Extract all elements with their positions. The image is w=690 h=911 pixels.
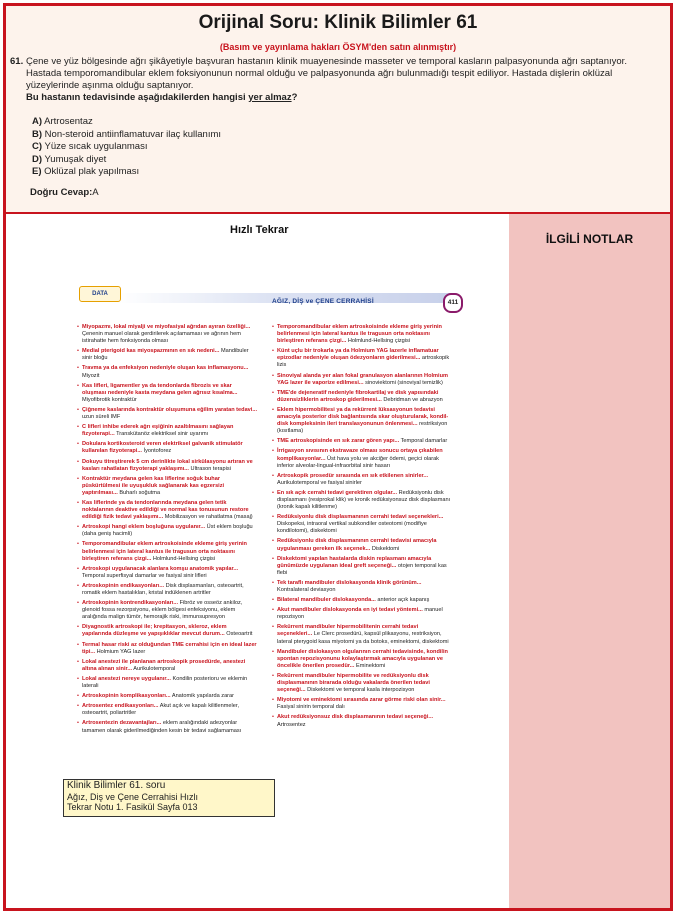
note-item <box>272 538 452 552</box>
question-ask <box>26 92 297 103</box>
note-item-key: Redüksiyonlu disk displasmanının cerrahi tedavisi amacıyla uygulanması gereken ilk seçenek... <box>277 538 437 552</box>
note-item <box>77 720 257 734</box>
note-item <box>77 693 257 700</box>
note-item <box>77 600 257 621</box>
note-item <box>272 448 452 469</box>
note-item <box>272 624 452 645</box>
note-item-answer: otojen temporal kas flebi <box>277 562 447 576</box>
note-item-answer: Mobilizasyon ve rahatlatma (masaj) <box>163 514 253 521</box>
note-item <box>272 348 452 369</box>
data-logo: DATA <box>79 286 121 302</box>
note-item <box>272 438 452 445</box>
option-letter: B) <box>32 128 43 140</box>
note-item-key: En sık açık cerrahi tedavi gerektiren olgular... <box>277 489 398 496</box>
note-item <box>272 556 452 577</box>
note-item-key: Çiğneme kaslarında kontraktür oluşumuna eğilim yaratan tedavi... <box>82 406 257 413</box>
reference-line-2: Ağız, Diş ve Çene Cerrahisi Hızlı <box>67 791 199 802</box>
note-item-key: Akut mandibuler dislokasyonda en iyi tedavi yöntemi... <box>277 607 423 614</box>
note-item <box>77 424 257 438</box>
related-notes-panel <box>509 214 670 908</box>
note-item-answer: Holmlund-Hellsing çizgisi <box>346 338 411 345</box>
note-item-key: Diskektomi yapılan hastalarda diskin replasmanı amacıyla günümüzde uygulanan ideal greft seçeneği... <box>277 555 432 569</box>
note-item-key: Temporomandibular eklem artroskoisinde ekleme giriş yerinin belirlenmesi için lateral kantus ile tragusun orta noktasını birleştiren referans çizgi... <box>82 541 247 562</box>
note-item-key: Artrosentezin dezavantajları... <box>82 720 162 727</box>
note-item <box>77 676 257 690</box>
note-item <box>272 390 452 404</box>
note-item-answer: Transkütanöz elektriksel sinir uyarımı <box>114 431 209 438</box>
option-letter: C) <box>32 141 43 152</box>
note-item-key: Tek taraflı mandibuler dislokasyonda klinik görünüm... <box>277 579 422 586</box>
copyright-notice: (Basım ve yayınlama hakları ÖSYM'den satın alınmıştır) <box>219 42 457 52</box>
note-item <box>77 703 257 717</box>
note-item-answer: Üst hava yolu ve akciğer ödemi, geçici olarak inferior alveolar-lingual-infraorbital sinir hasarı <box>277 455 439 469</box>
question-ask-emphasis: yer almaz <box>248 92 292 103</box>
note-item <box>77 642 257 656</box>
note-item <box>77 441 257 455</box>
chapter-title: AĞIZ, DİŞ ve ÇENE CERRAHİSİ <box>272 298 374 305</box>
notes-column-left <box>77 324 257 738</box>
note-item-answer: Anatomik yapılarda zarar <box>170 693 235 700</box>
source-reference-box <box>63 779 275 817</box>
note-item-key: Artroskopinin kontrendikasyonları... <box>82 600 179 607</box>
question-ask-suffix: ? <box>291 92 298 103</box>
note-item-key: Rekürrent mandibuler hipermobilite ve redüksiyonlu disk displasmanının birarada olduğu vakalarda önerilen tedavi seçeneği... <box>277 672 430 694</box>
note-item-key: Miyotomi ve eminektomi sırasında zarar görme riski olan sinir... <box>277 697 446 704</box>
note-item-answer: Mandibuler sinir bloğu <box>82 348 249 362</box>
note-item-key: Bilateral mandibuler dislokasyonda... <box>277 597 376 604</box>
question-text: Çene ve yüz bölgesinde ağrı şikâyetiyle başvuran hastanın klinik muayenesinde masseter ve temporal kasların palpasyonunda ağrı saptanıyor. Hastada temporomandibular eklem foksiyonunun normal olduğu ve palpasyonunda ağrı bulunmadığı tespit ediliyor. Hastada dişlerin oklüzal yüzeylerinde aşınma olduğu saptanıyor. <box>26 56 627 91</box>
note-item-key: Artroskopik prosedür sırasında en sık etkilenen sinirler... <box>277 472 429 479</box>
note-item <box>77 541 257 562</box>
note-item-answer: Osteoartrit <box>224 631 253 638</box>
option-letter: A) <box>32 116 43 127</box>
note-item-key: Diyagnostik artroskopi ile; krepitasyon, skleroz, eklem yapılarında düzleşme ve yapışıklıklar mevcut durum... <box>82 624 227 638</box>
note-item-key: Kas liflerinde ya da tendonlarında meydana gelen tetik noktalarının deaktive edildiği ve normal kas tonusunun restore edildiği fizik tedavi yaklaşımı... <box>82 499 249 521</box>
answer-label: Doğru Cevap: <box>30 187 93 198</box>
note-item <box>272 649 452 670</box>
option-e <box>32 166 221 179</box>
note-item <box>77 348 257 362</box>
option-letter: D) <box>32 153 43 165</box>
page-title: Orijinal Soru: Klinik Bilimler 61 <box>198 12 478 33</box>
note-item-key: Dokulara kortikosteroid veren elektriksel galvanik stimulatör kullanılan fizyoterapi... <box>82 441 243 455</box>
note-item <box>77 383 257 404</box>
note-item-answer: Kontralateral deviasyon <box>277 587 336 593</box>
note-item-answer: Aurikulotemporal ve fasiyal sinirler <box>277 479 362 486</box>
note-item-answer: Miyofibrotik kontraktür <box>82 396 137 403</box>
related-notes-title: İLGİLİ NOTLAR <box>545 232 634 246</box>
note-item-answer: Üst eklem boşluğu (daha geniş hacimli) <box>82 524 253 538</box>
correct-answer <box>30 187 99 198</box>
note-item <box>77 365 257 379</box>
option-c <box>32 141 221 154</box>
note-item-answer: Diskektomi ve temporal kasla interpozisyon <box>305 687 415 694</box>
note-item-answer: Diskopeksi, intraoral vertikal subkondiler osteotomi (modifiye kondilotomi), diskektomi <box>277 521 427 535</box>
note-item-key: Sinoviyal alanda yer alan fokal granulasyon alanlarının Holmium YAG lazer ile vaporize edilmesi... <box>277 372 448 386</box>
note-item-key: Artrosentez endikasyonları... <box>82 703 159 710</box>
note-item-answer: artroskopik lizis <box>277 355 450 369</box>
note-item-answer: Diskektomi <box>370 545 400 552</box>
note-item <box>77 459 257 473</box>
note-item <box>77 524 257 538</box>
reference-line-3: Tekrar Notu 1. Fasikül Sayfa 013 <box>67 802 198 812</box>
note-item <box>272 580 452 594</box>
note-item <box>272 714 452 728</box>
note-item-key: C lifleri inhibe ederek ağrı eşiğinin azaltılmasını sağlayan fizyoterapi... <box>82 424 234 438</box>
note-item <box>272 673 452 694</box>
note-item <box>77 566 257 580</box>
note-item-key: Termal hasar riski az olduğundan TME cerrahisi için en ideal lazer tipi... <box>82 641 257 655</box>
review-title: Hızlı Tekrar <box>230 224 289 236</box>
note-item-answer: restriksiyon (kısıtlama) <box>277 421 448 435</box>
note-item <box>272 373 452 387</box>
note-item-answer: Le Clerc prosedürü, kapsül plikasyonu, restriksiyon, lateral pterygoid kasa miyotomi ya da botoks, eminektomi, diskektomi <box>277 631 449 645</box>
note-item-key: Lokal anestezi nereye uygulanır... <box>82 675 171 682</box>
question-ask-prefix: Bu hastanın tedavisinde aşağıdakilerden hangisi <box>26 92 249 103</box>
note-item <box>77 500 257 521</box>
note-item-key: Artroskopinin endikasyonları... <box>82 582 165 589</box>
note-item <box>272 697 452 711</box>
note-item-key: Lokal anestezi ile planlanan artroskopik prosedürde, anestezi altına alınan sinir... <box>82 658 246 672</box>
note-item <box>272 597 452 604</box>
answer-options <box>32 116 221 179</box>
note-item-key: Artroskopinin komplikasyonları... <box>82 693 171 700</box>
note-item-key: Medial pterigoid kas miyospazmının en sık nedeni... <box>82 348 220 355</box>
note-item-answer: anterior açık kapanış <box>375 597 430 604</box>
note-item-key: Miyopazmı, lokal miyalji ve miyofasiyal ağrıdan ayıran özelliği... <box>82 324 251 330</box>
note-item-answer: uzun süreli IMF <box>82 414 121 421</box>
note-item-key: Travma ya da enfeksiyon nedeniyle oluşan kas inflamasyonu... <box>82 365 249 372</box>
note-item-answer: Disk displasmanları, osteoartrit, romatik eklem hastalıkları, kristal indüklenen artritler <box>82 582 244 596</box>
note-item-key: Kas lifleri, ligamentler ya da tendonlarda fibrozis ve skar oluşması nedeniyle kasta meydana gelen ağrısız kısalma... <box>82 382 238 396</box>
note-item-answer: Fasiyal sinirin temporal dalı <box>277 704 345 711</box>
note-item-answer: Temporal damarlar <box>399 438 448 445</box>
note-item-answer: Miyozit <box>82 372 100 379</box>
note-item-answer: Fibröz ve osseöz ankiloz, glenoid fossa rezorpsiyonu, eklem bölgesi enfeksiyonu, eklem aralığında malign tümör, hemorajik riski, immunsupresyon <box>82 600 243 621</box>
question-stem <box>10 56 656 104</box>
option-text: Non-steroid antiinflamatuvar ilaç kullanımı <box>44 128 222 140</box>
option-b <box>32 129 221 142</box>
note-item-key: Kontraktür meydana gelen kas liflerine soğuk buhar püskürtülmesi ile uyuşukluk sağlanarak kas egzersizi yaptırılması... <box>82 475 225 496</box>
note-item-answer: sinoviektomi (sinoviyal temizlik) <box>363 379 443 386</box>
note-item-key: Artroskopi uygulanacak alanlara komşu anatomik yapılar... <box>82 565 239 572</box>
option-d <box>32 154 221 167</box>
book-page-number: 411 <box>443 293 463 313</box>
note-item-key: İrrigasyon sıvısının ekstravaze olması sonucu ortaya çıkabilen komplikasyonlar... <box>277 448 443 462</box>
note-item-key: TME artroskopisinde en sık zarar gören yapı... <box>277 438 400 445</box>
question-number: 61. <box>10 56 24 67</box>
question-panel <box>6 6 670 214</box>
note-item-answer: Ultrason terapisi <box>188 465 231 472</box>
reference-line-1: Klinik Bilimler 61. soru <box>67 780 166 791</box>
note-item-key: Eklem hipermobilitesi ya da rekürrent lüksasyonun tedavisi amacıyla posterior disk bağlantısında skar oluşturularak, kondil-disk kompleksinin ileri translasyonunun önlenmesi... <box>277 406 449 428</box>
note-item-answer: Debridman ve abrazyon <box>381 396 443 403</box>
option-letter: E) <box>32 166 42 177</box>
note-item-answer: Eminektomi <box>354 662 386 669</box>
notes-column-right <box>272 324 452 732</box>
note-item <box>77 324 257 345</box>
option-text: Yumuşak diyet <box>44 153 107 165</box>
note-item-answer: Holmium YAG lazer <box>95 648 146 655</box>
note-item <box>77 476 257 497</box>
note-item-key: TME'de dejeneratif nedeniyle fibrokartilaj ve disk yapısındaki düzensizliklerin artroskop giderilmesi... <box>277 389 439 403</box>
note-item-answer: Buharlı soğutma <box>117 489 161 496</box>
answer-value: A <box>92 187 99 198</box>
note-item-answer: eklem aralığındaki adezyonlar tamamen olarak giderilmediğinden kesin bir tedavi sağlamaması <box>82 720 242 734</box>
note-item-key: Künt uçlu bir trokarla ya da Holmium YAG lazerle inflamatuar epizodlar nedeniyle oluşan ödezyonların giderilmesi... <box>277 348 439 362</box>
note-item-key: Akut redüksiyonsuz disk displasmanının tedavi seçeneği... <box>277 714 434 721</box>
option-a <box>32 116 221 129</box>
note-item <box>77 583 257 597</box>
note-item-answer: İyontoforez <box>142 448 172 455</box>
option-text: Yüze sıcak uygulanması <box>44 141 148 152</box>
note-item-key: Mandibuler dislokasyon olgularının cerrahi tedavisinde, kondilin spontan repozisyonunu kolaylaştırmak amacıyla uygulanan ve öncelikle önerilen prosedür... <box>277 648 448 669</box>
note-item-answer: Holmlund-Hellsing çizgisi <box>151 555 216 562</box>
note-item-answer: Temporal superfisyal damarlar ve fasiyal sinir lifleri <box>82 572 207 579</box>
note-item-answer: manuel repozisyon <box>277 607 443 621</box>
note-item-answer: Akut açık ve kapalı kilitlenmeler, osteoartrit, poliartritler <box>82 703 240 717</box>
note-item-key: Rekürrent mandibuler hipermobilitenin cerrahi tedavi seçenekleri... <box>277 624 419 638</box>
note-item <box>272 490 452 511</box>
note-item-answer: Kondilin posterioru ve eklemin laterali <box>82 675 248 690</box>
note-item <box>272 407 452 435</box>
note-item <box>77 407 257 421</box>
note-item <box>272 514 452 535</box>
note-item-key: Temporomandibular eklem artroskoisinde ekleme giriş yerinin belirlenmesi için lateral kantus ile tragusun orta noktasını birleştiren referans çizgi... <box>277 324 442 345</box>
note-item-answer: Aurikulotemporal <box>132 665 176 672</box>
option-text: Artrosentaz <box>44 116 93 127</box>
note-item <box>272 324 452 345</box>
note-item <box>77 659 257 673</box>
note-item <box>77 624 257 638</box>
note-item-answer: Artrosentez <box>277 721 306 728</box>
note-item <box>272 607 452 621</box>
note-item-key: Artroskopi hangi eklem boşluğuna uygulanır... <box>82 524 206 531</box>
option-text: Oklüzal plak yapılması <box>44 166 140 177</box>
note-item-key: Dokuyu titreştirerek 5 cm derinlikte lokal sirkülasyonu artıran ve kasları rahatlatan fizyoterapi yaklaşımı... <box>82 458 253 472</box>
note-item <box>272 473 452 487</box>
note-item-answer: Redüksiyonlu disk displasmanı (resiprokal klik) ve kronik redüksiyonsuz disk displasmanı (kronik kapalı kilitlenme) <box>277 489 451 511</box>
note-item-answer: Çenenin manuel olarak gerdirilerek açılamaması ve ağrının hem istirahatte hem fonksiyonda olması <box>82 331 241 345</box>
note-item-key: Redüksiyonlu disk displasmanının cerrahi tedavi seçenekleri... <box>277 514 444 521</box>
